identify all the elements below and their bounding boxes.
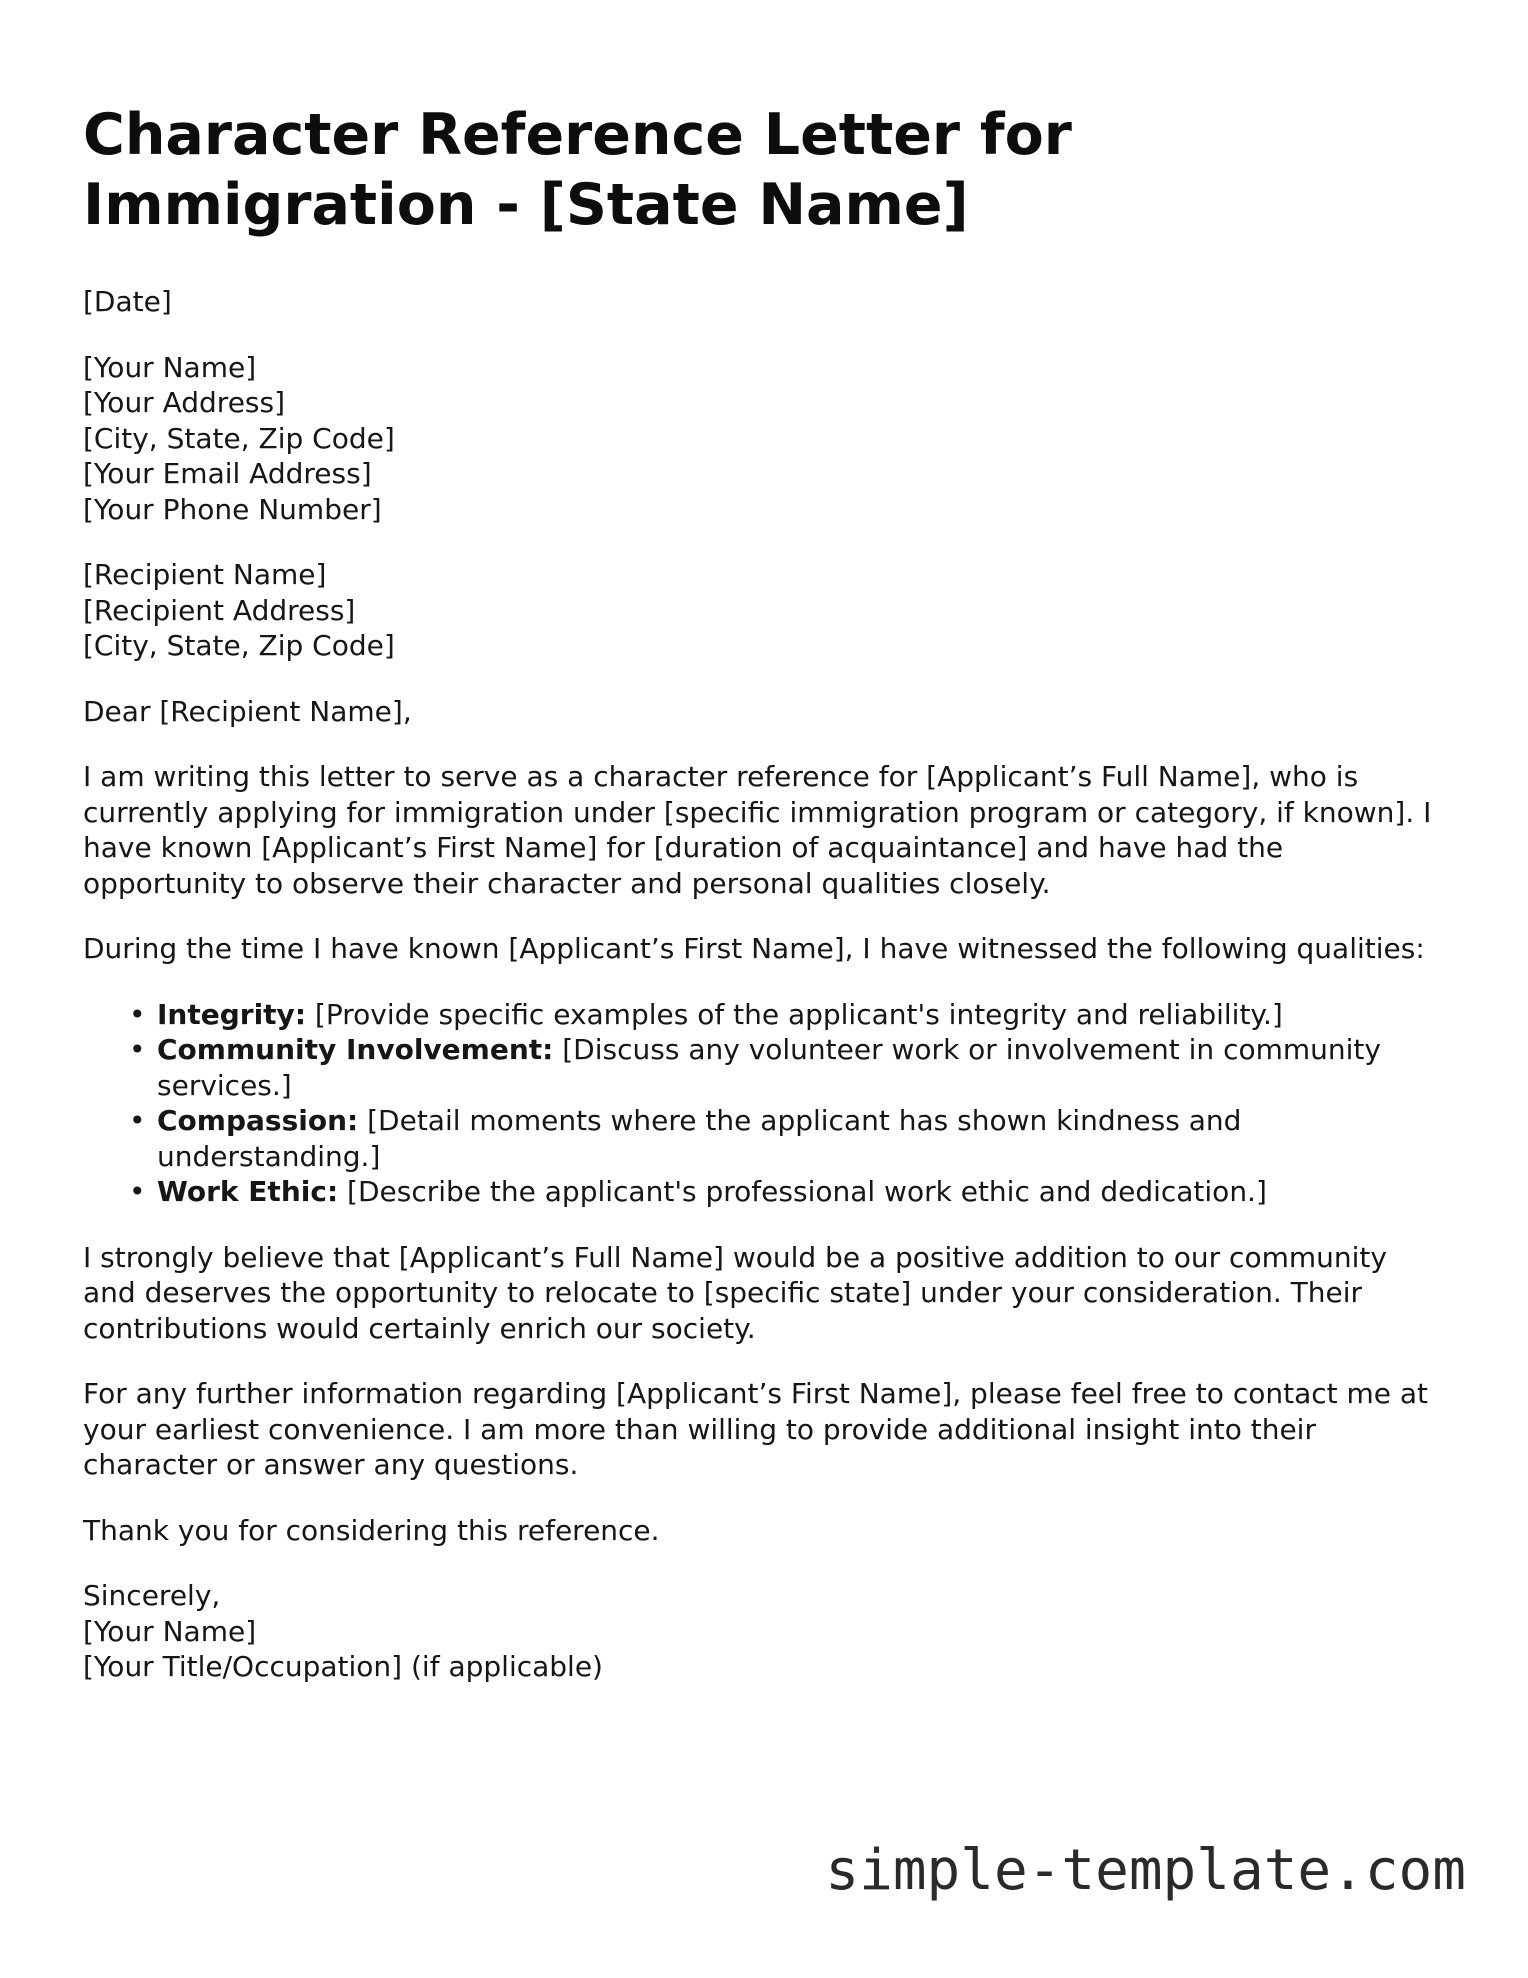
recipient-name: [Recipient Name]: [83, 558, 327, 591]
list-item: [129, 1032, 1427, 1103]
quality-description: [Provide specific examples of the applicant's integrity and reliability.]: [306, 997, 1283, 1031]
salutation: Dear [Recipient Name],: [83, 694, 412, 728]
sender-email: [Your Email Address]: [83, 457, 372, 490]
list-item: [129, 997, 1427, 1033]
sender-address: [Your Address]: [83, 386, 286, 419]
qualities-intro-paragraph: During the time I have known [Applicant’s First Name], I have witnessed the following qualities:: [83, 932, 1425, 965]
bullet-icon: •: [129, 1033, 146, 1066]
recipient-address: [Recipient Address]: [83, 593, 356, 627]
page-title: Character Reference Letter for Immigration - [State Name]: [83, 102, 1072, 238]
bullet-icon: •: [129, 997, 146, 1031]
recipient-city-state-zip: [City, State, Zip Code]: [83, 629, 395, 662]
signer-name: [Your Name]: [83, 1614, 257, 1648]
thanks-paragraph: Thank you for considering this reference.: [83, 1513, 660, 1547]
sender-address-block: [83, 350, 1443, 528]
belief-paragraph: I strongly believe that [Applicant’s Full Name] would be a positive addition to our community and deserves the opportunity to relocate to [specific state] under your consideration. Their contributions would certainly enrich our society.: [83, 1240, 1387, 1345]
letter-page: [83, 100, 1443, 1685]
quality-term: Community Involvement:: [157, 1033, 554, 1066]
quality-description: [Detail moments where the applicant has shown kindness and understanding.]: [157, 1104, 1242, 1173]
quality-term: Integrity:: [157, 997, 307, 1031]
qualities-list: [83, 997, 1443, 1210]
watermark: simple-template.com: [825, 1838, 1466, 1903]
list-item: [129, 1174, 1427, 1210]
intro-paragraph: I am writing this letter to serve as a character reference for [Applicant’s Full Name], who is currently applying for immigration under [specific immigration program or category, if known]. I have known [Applicant’s First Name] for [duration of acquaintance] and have had the opportunity to observe their character and personal qualities closely.: [83, 760, 1432, 900]
quality-description: [Describe the applicant's professional work ethic and dedication.]: [338, 1175, 1267, 1208]
closing-block: [83, 1578, 1443, 1685]
sender-city-state-zip: [City, State, Zip Code]: [83, 421, 395, 455]
letter-date: [Date]: [83, 285, 172, 318]
sender-name: [Your Name]: [83, 350, 257, 384]
quality-description: [Discuss any volunteer work or involvement in community services.]: [157, 1033, 1381, 1102]
contact-paragraph: For any further information regarding [Applicant’s First Name], please feel free to contact me at your earliest convenience. I am more than willing to provide additional insight into their character or answer any questions.: [83, 1377, 1429, 1481]
quality-term: Work Ethic:: [157, 1175, 339, 1208]
sign-off: Sincerely,: [83, 1579, 221, 1612]
recipient-address-block: [83, 557, 1443, 664]
list-item: [129, 1103, 1427, 1174]
signer-title: [Your Title/Occupation] (if applicable): [83, 1650, 603, 1683]
bullet-icon: •: [129, 1104, 146, 1137]
sender-phone: [Your Phone Number]: [83, 492, 382, 526]
quality-term: Compassion:: [157, 1104, 359, 1137]
bullet-icon: •: [129, 1175, 146, 1208]
